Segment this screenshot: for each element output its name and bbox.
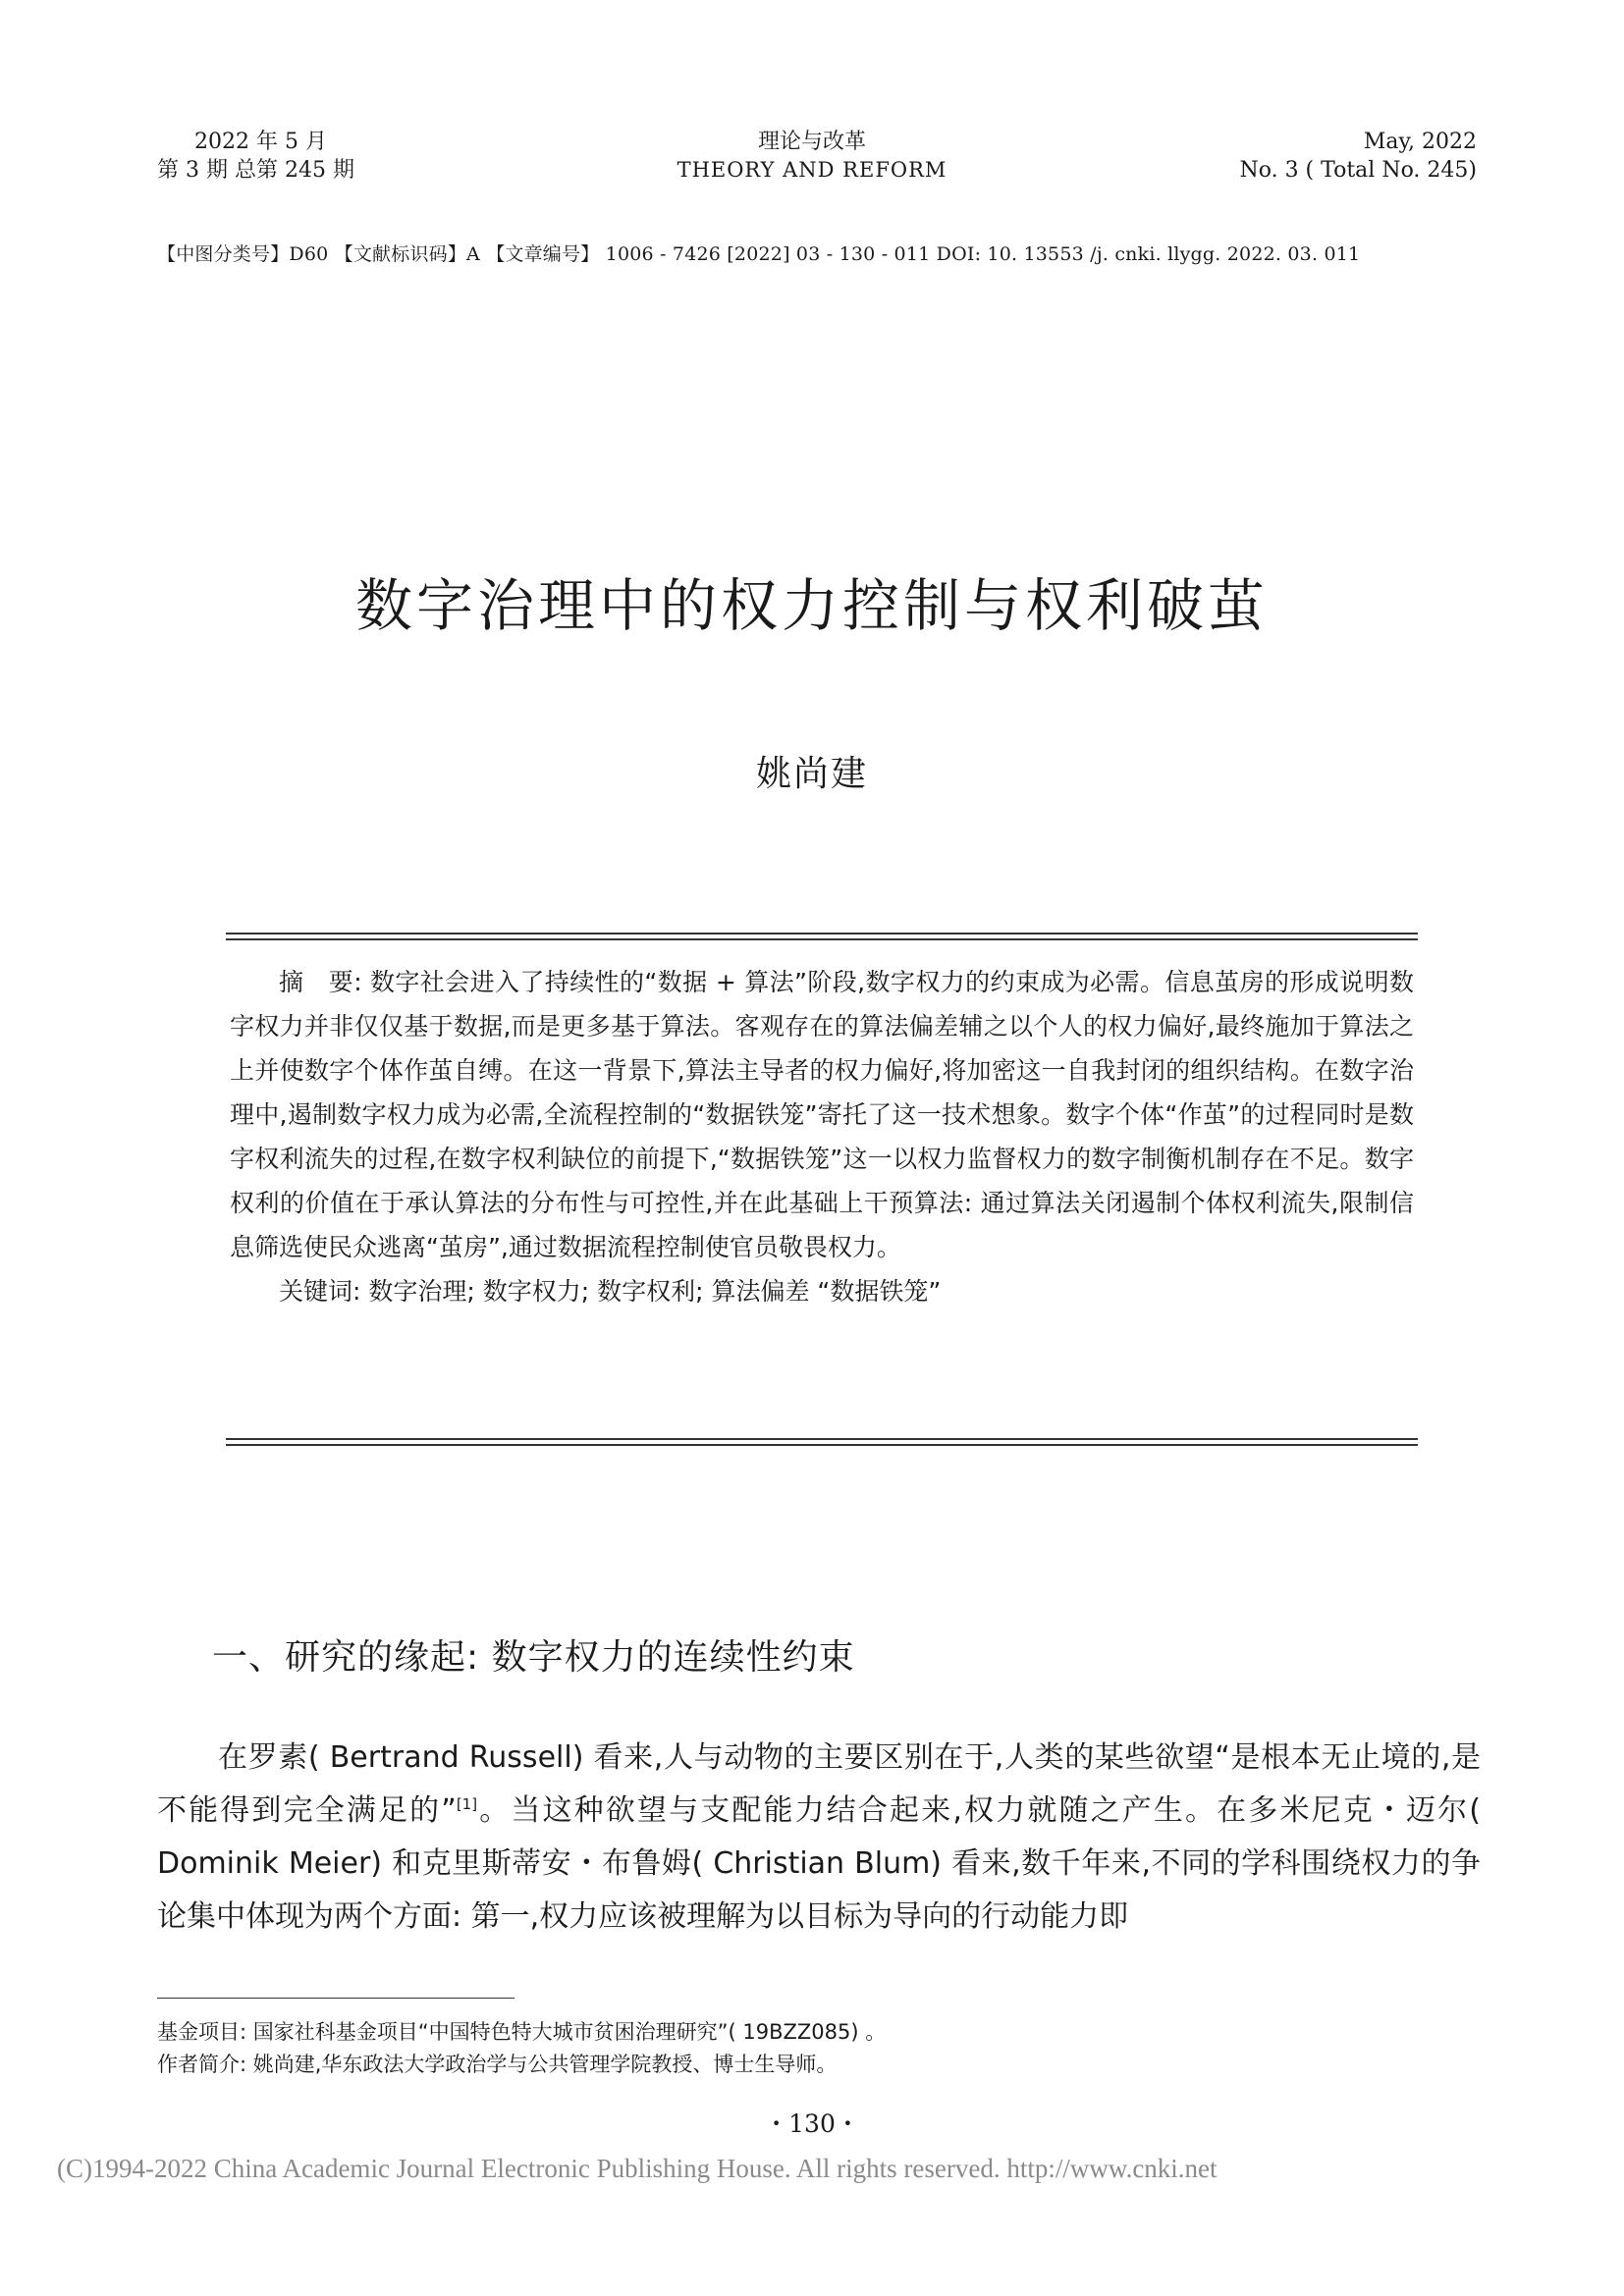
running-header-right [1119, 128, 1477, 185]
running-header-left [157, 128, 511, 185]
author-bio-note: 作者简介: 姚尚建,华东政法大学政治学与公共管理学院教授、博士生导师。 [157, 2053, 838, 2076]
abstract-block [230, 960, 1414, 1313]
author-name: 姚尚建 [755, 754, 868, 794]
abstract-bottom-rule-2 [226, 1444, 1418, 1446]
issue-date-en: May, 2022 [1363, 130, 1477, 154]
abstract-top-rule [226, 933, 1418, 934]
body-text-part1: 在罗素( Bertrand Russell) 看来,人与动物的主要区别在于,人类的某些欲望“是根本无止境的,是不能得到完全满足的” [157, 1740, 1481, 1828]
journal-title-en: THEORY AND REFORM [677, 158, 947, 182]
keywords: 关键词: 数字治理; 数字权力; 数字权利; 算法偏差 “数据铁笼” [279, 1277, 942, 1306]
issue-number-en: No. 3 ( Total No. 245) [1239, 158, 1477, 183]
page-number: ・130・ [764, 2109, 860, 2138]
classification-line: 【中图分类号】D60 【文献标识码】A 【文章编号】 1006 - 7426 [2022] 03 - 130 - 011 DOI: 10. 13553 /j. cnki. llygg. 2022. 03. 011 [157, 243, 1361, 265]
running-header-center [550, 128, 1074, 185]
abstract-bottom-rule [226, 1438, 1418, 1440]
paper-title: 数字治理中的权力控制与权利破茧 [354, 572, 1269, 639]
body-paragraph [157, 1732, 1481, 1944]
abstract-top-rule-2 [226, 938, 1418, 940]
fund-note: 基金项目: 国家社科基金项目“中国特色特大城市贫困治理研究”( 19BZZ085) 。 [157, 2020, 887, 2044]
footnote-rule [157, 1998, 514, 1999]
body-text [157, 1732, 1481, 1944]
copyright-watermark: (C)1994-2022 China Academic Journal Electronic Publishing House. All rights reserved. http://www.cnki.net [57, 2154, 1218, 2183]
issue-number: 第 3 期 总第 245 期 [157, 158, 354, 183]
body-text-part2: 。当这种欲望与支配能力结合起来,权力就随之产生。在多米尼克・迈尔( Dominik Meier) 和克里斯蒂安・布鲁姆( Christian Blum) 看来,数千年来,不同的学科围绕权力的争论集中体现为两个方面: 第一,权力应该被理解为以目标为导向的行动能力即 [157, 1793, 1481, 1934]
section-heading: 一、研究的缘起: 数字权力的连续性约束 [212, 1637, 855, 1678]
citation-ref[interactable]: [1] [456, 1795, 478, 1813]
footnotes [157, 2016, 1481, 2081]
abstract-text: 摘 要: 数字社会进入了持续性的“数据 + 算法”阶段,数字权力的约束成为必需。信息茧房的形成说明数字权力并非仅仅基于数据,而是更多基于算法。客观存在的算法偏差辅之以个人的权力偏好,最终施加于算法之上并使数字个体作茧自缚。在这一背景下,算法主导者的权力偏好,将加密这一自我封闭的组织结构。在数字治理中,遏制数字权力成为必需,全流程控制的“数据铁笼”寄托了这一技术想象。数字个体“作茧”的过程同时是数字权利流失的过程,在数字权利缺位的前提下,“数据铁笼”这一以权力监督权力的数字制衡机制存在不足。数字权利的价值在于承认算法的分布性与可控性,并在此基础上干预算法: 通过算法关闭遏制个体权利流失,限制信息筛选使民众逃离“茧房”,通过数据流程控制使官员敬畏权力。 [230, 968, 1414, 1261]
issue-date: 2022 年 5 月 [194, 130, 327, 154]
journal-title-cn: 理论与改革 [757, 130, 866, 154]
